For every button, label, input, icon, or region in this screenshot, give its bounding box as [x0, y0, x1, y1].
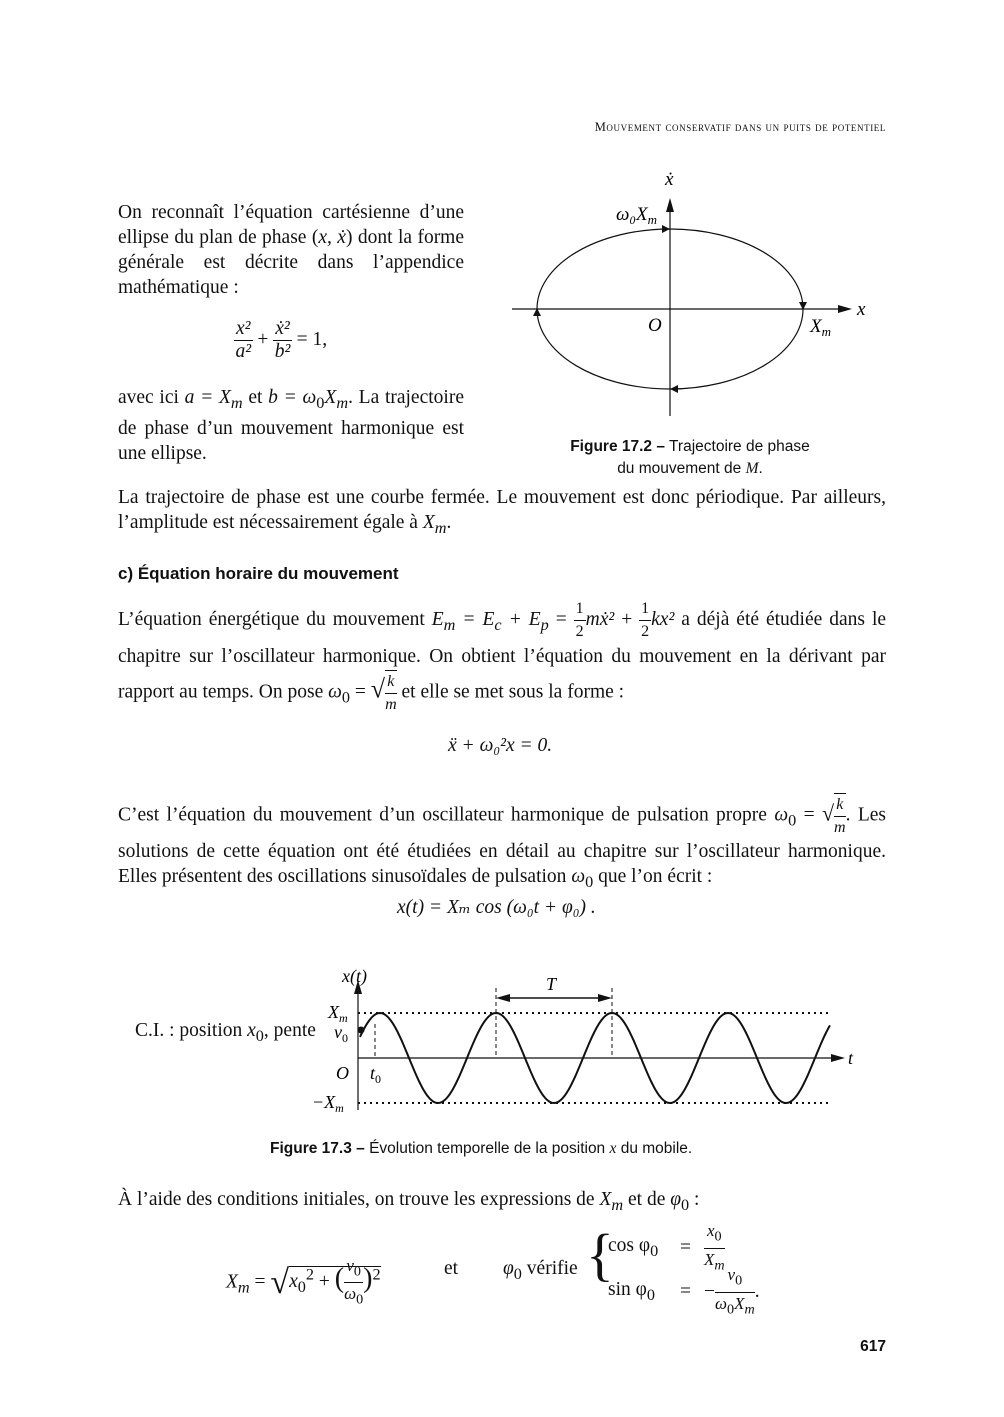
origin-label: O — [648, 315, 662, 336]
arrow-top-right — [662, 225, 670, 233]
origin-label: O — [336, 1063, 349, 1083]
initial-conditions-paragraph: À l’aide des conditions initiales, on trouve les expressions de $X_m$ et de $\varphi_0$ : — [118, 1189, 700, 1214]
ellipse-equation: $\frac{\text{x²}}{\text{a²}}$ + $\frac{\text{ẋ²}}{\text{b²}}$ = 1, — [235, 318, 328, 362]
and-word: et — [444, 1258, 459, 1279]
phi-verifies: $\varphi_0$ vérifie — [503, 1258, 578, 1283]
xm-label: $X_m$ — [328, 1002, 348, 1025]
periodic-paragraph: La trajectoire de phase est une courbe fermée. Le mouvement est donc périodique. Par ailleurs, l’amplitude est nécessairement égale à $X_m$. — [118, 487, 886, 537]
minus-xm-label: $-X_m$ — [312, 1092, 344, 1115]
solution-paragraph: C’est l’équation du mouvement d’un oscillateur harmonique de pulsation propre $\omega_0$ = √ $\frac{k}{m}$ . Les solutions de cette équation ont été étudiées en détail au chapitre sur l’oscillateur harmonique. Elles présentent des oscillations sinusoïdales de pulsation $\omega_0$ que l’on écrit : — [118, 793, 886, 895]
solution-equation: x(t) = Xₘ cos (ω₀t + φ₀) . — [397, 897, 596, 918]
phase-trajectory-figure — [500, 168, 880, 423]
figure-17-2-caption: Figure 17.2 – Trajectoire de phase du mouvement de M. — [570, 438, 810, 477]
y-axis-arrow — [666, 198, 674, 212]
section-heading: c) Équation horaire du mouvement — [118, 564, 399, 583]
amplitude-equation: $X_m = √x_0^2$ + ( $\frac{v_0}{\omega_0}$ )$^2$ — [226, 1256, 381, 1308]
x-label: x — [857, 299, 866, 320]
t-label: t — [848, 1048, 854, 1068]
x-of-t-label: x(t) — [342, 966, 367, 986]
initial-point — [358, 1027, 365, 1034]
conclusion-paragraph: avec ici $a = X_m$ et $b = \omega_0X_m$. La trajectoire de phase d’un mouvement harmonique est une ellipse. — [118, 387, 464, 464]
phase-system: $\cos \varphi_0$ = $\frac{x_0}{X_m}$ $\sin \varphi_0$ = − $\frac{v_0}{\omega_0X_m}$ . — [608, 1221, 760, 1317]
x-axis-arrow — [838, 305, 852, 313]
fraction-xdot: $\frac{\text{ẋ²}}{\text{b²}}$ — [274, 318, 291, 362]
fraction-x: $\frac{\text{x²}}{\text{a²}}$ — [235, 318, 252, 362]
running-head: Mouvement conservatif dans un puits de potentiel — [594, 120, 886, 134]
t-axis-arrow — [831, 1054, 845, 1062]
t0-label: $t_0$ — [370, 1063, 382, 1086]
v0-label: $v_0$ — [334, 1022, 348, 1045]
period-label: T — [546, 974, 557, 994]
initial-conditions-label: C.I. : position $x_0$, pente — [135, 1020, 316, 1045]
motion-equation: ẍ + ω₀²x = 0. — [448, 735, 553, 756]
xm-label: $X_m$ — [810, 316, 831, 339]
phase-vars: x, ẋ — [318, 227, 346, 248]
time-evolution-chart — [300, 960, 870, 1120]
ydot-label: ẋ — [665, 169, 674, 190]
figure-17-3-caption: Figure 17.3 – Évolution temporelle de la position x du mobile. — [270, 1140, 693, 1157]
period-arrow-left — [496, 994, 510, 1002]
omega0-xm-label: $\omega_0X_m$ — [616, 204, 658, 227]
brace: { — [586, 1222, 614, 1287]
intro-paragraph — [118, 200, 464, 300]
arrow-bottom-left — [670, 385, 678, 393]
page-number: 617 — [860, 1338, 886, 1355]
energy-paragraph: L’équation énergétique du mouvement $E_m = E_c + E_p$ = $\frac{1}{2}$ mẋ² + $\frac{1}{2}$ kx² a déjà été étudiée dans le chapitre sur l’oscillateur harmonique. On obtient l’équation du mouvement en la dérivant par rapport au temps. On pose $\omega_0$ = √ $\frac{k}{m}$ et elle se met sous la forme : — [118, 598, 886, 716]
intro-text-2: ) dont la forme générale est décrite dans l’appendice mathématique : — [118, 227, 465, 298]
period-arrow-right — [598, 994, 612, 1002]
intro-text: On reconnaît l’équation cartésienne d’une ellipse du plan de phase ( — [118, 202, 464, 248]
